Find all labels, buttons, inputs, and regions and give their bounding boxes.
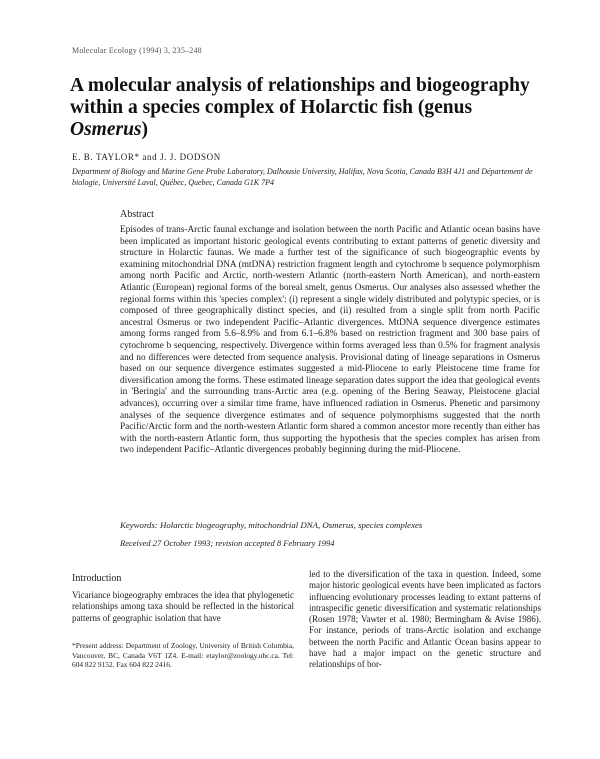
keywords: Keywords: Holarctic biogeography, mitochondrial DNA, Osmerus, species complexes	[120, 520, 423, 530]
title-main: A molecular analysis of relationships and biogeography within a species complex of Holarctic fish (genus	[70, 75, 530, 118]
introduction-left-column: Vicariance biogeography embraces the idea that phylogenetic relationships among taxa should be reflected in the historical patterns of geographic isolation that have	[72, 590, 294, 623]
affiliation: Department of Biology and Marine Gene Probe Laboratory, Dalhousie University, Halifax, Nova Scotia, Canada B3H 4J1 and Département de biologie, Université Laval, Québec, Quebec, Canada G1K 7P4	[72, 167, 533, 187]
received-date: Received 27 October 1993; revision accepted 8 February 1994	[120, 538, 335, 548]
title-genus: Osmerus	[70, 119, 142, 140]
author-footnote: *Present address: Department of Zoology, University of British Columbia, Vancouver, BC, Canada V6T 1Z4. E-mail: etaylor@zoology.ubc.ca. Tel: 604 822 9152. Fax 604 822 2416.	[72, 641, 294, 670]
introduction-right-column: led to the diversification of the taxa in question. Indeed, some major historic geological events have been implicated as factors influencing evolutionary processes leading to extant patterns of intraspecific genetic diversification and systematic relationships (Rosen 1978; Vawter et al. 1980; Bermingham & Avise 1986). For instance, periods of trans-Arctic isolation and exchange between the north Pacific and Atlantic Ocean basins appear to have had a major impact on the genetic structure and relationships of bor-	[309, 569, 541, 670]
running-head: Molecular Ecology (1994) 3, 235–248	[72, 46, 202, 55]
abstract-text: Episodes of trans-Arctic faunal exchange and isolation between the north Pacific and Atlantic ocean basins have been implicated as important historic geological events contributing to extant patterns of genetic diversity and structure in Holarctic faunas. We made a further test of the significance of such biogeographic events by examining mitochondrial DNA (mtDNA) restriction fragment length and cytochrome b sequence polymorphism among north Pacific and Arctic, north-western Atlantic (north-eastern North American), and north-eastern Atlantic (European) regional forms of the boreal smelt, genus Osmerus. Our analyses also assessed whether the regional forms within this 'species complex': (i) represent a single widely distributed and polytypic species, or is composed of three geographically distinct species, and (ii) resulted from a single split from north Pacific ancestral Osmerus or two independent Pacific–Atlantic divergences. MtDNA sequence divergence estimates among forms ranged from 5.6–8.9% and from 6.1–6.8% based on restriction fragment and 300 base pairs of cytochrome b sequencing, respectively. Divergence within forms averaged less than 0.5% for fragment analysis and no differences were detected from sequence analysis. Provisional dating of lineage separations in Osmerus based on our sequence divergence estimates suggested a mid-Pliocene to early Pleistocene time frame for diversification among the forms. These estimated lineage separation dates support the idea that geological events in 'Beringia' and the surrounding trans-Arctic area (e.g. opening of the Bering Seaway, Pleistocene glacial advances), occurring over a similar time frame, have influenced radiation in Osmerus. Phenetic and parsimony analyses of the sequence divergence estimates and of sequence polymorphisms suggested that the north Pacific/Arctic form and the north-western Atlantic form shared a common ancestor more recently than either has with the north-eastern Atlantic form, thus supporting the hypothesis that the species complex has arisen from two independent Pacific–Atlantic divergences probably beginning during the mid-Pliocene.	[120, 225, 540, 456]
authors: E. B. TAYLOR* and J. J. DODSON	[72, 152, 221, 162]
abstract-heading: Abstract	[120, 209, 154, 220]
title-close: )	[141, 119, 149, 140]
introduction-heading: Introduction	[72, 573, 122, 584]
paper-title	[70, 75, 540, 141]
